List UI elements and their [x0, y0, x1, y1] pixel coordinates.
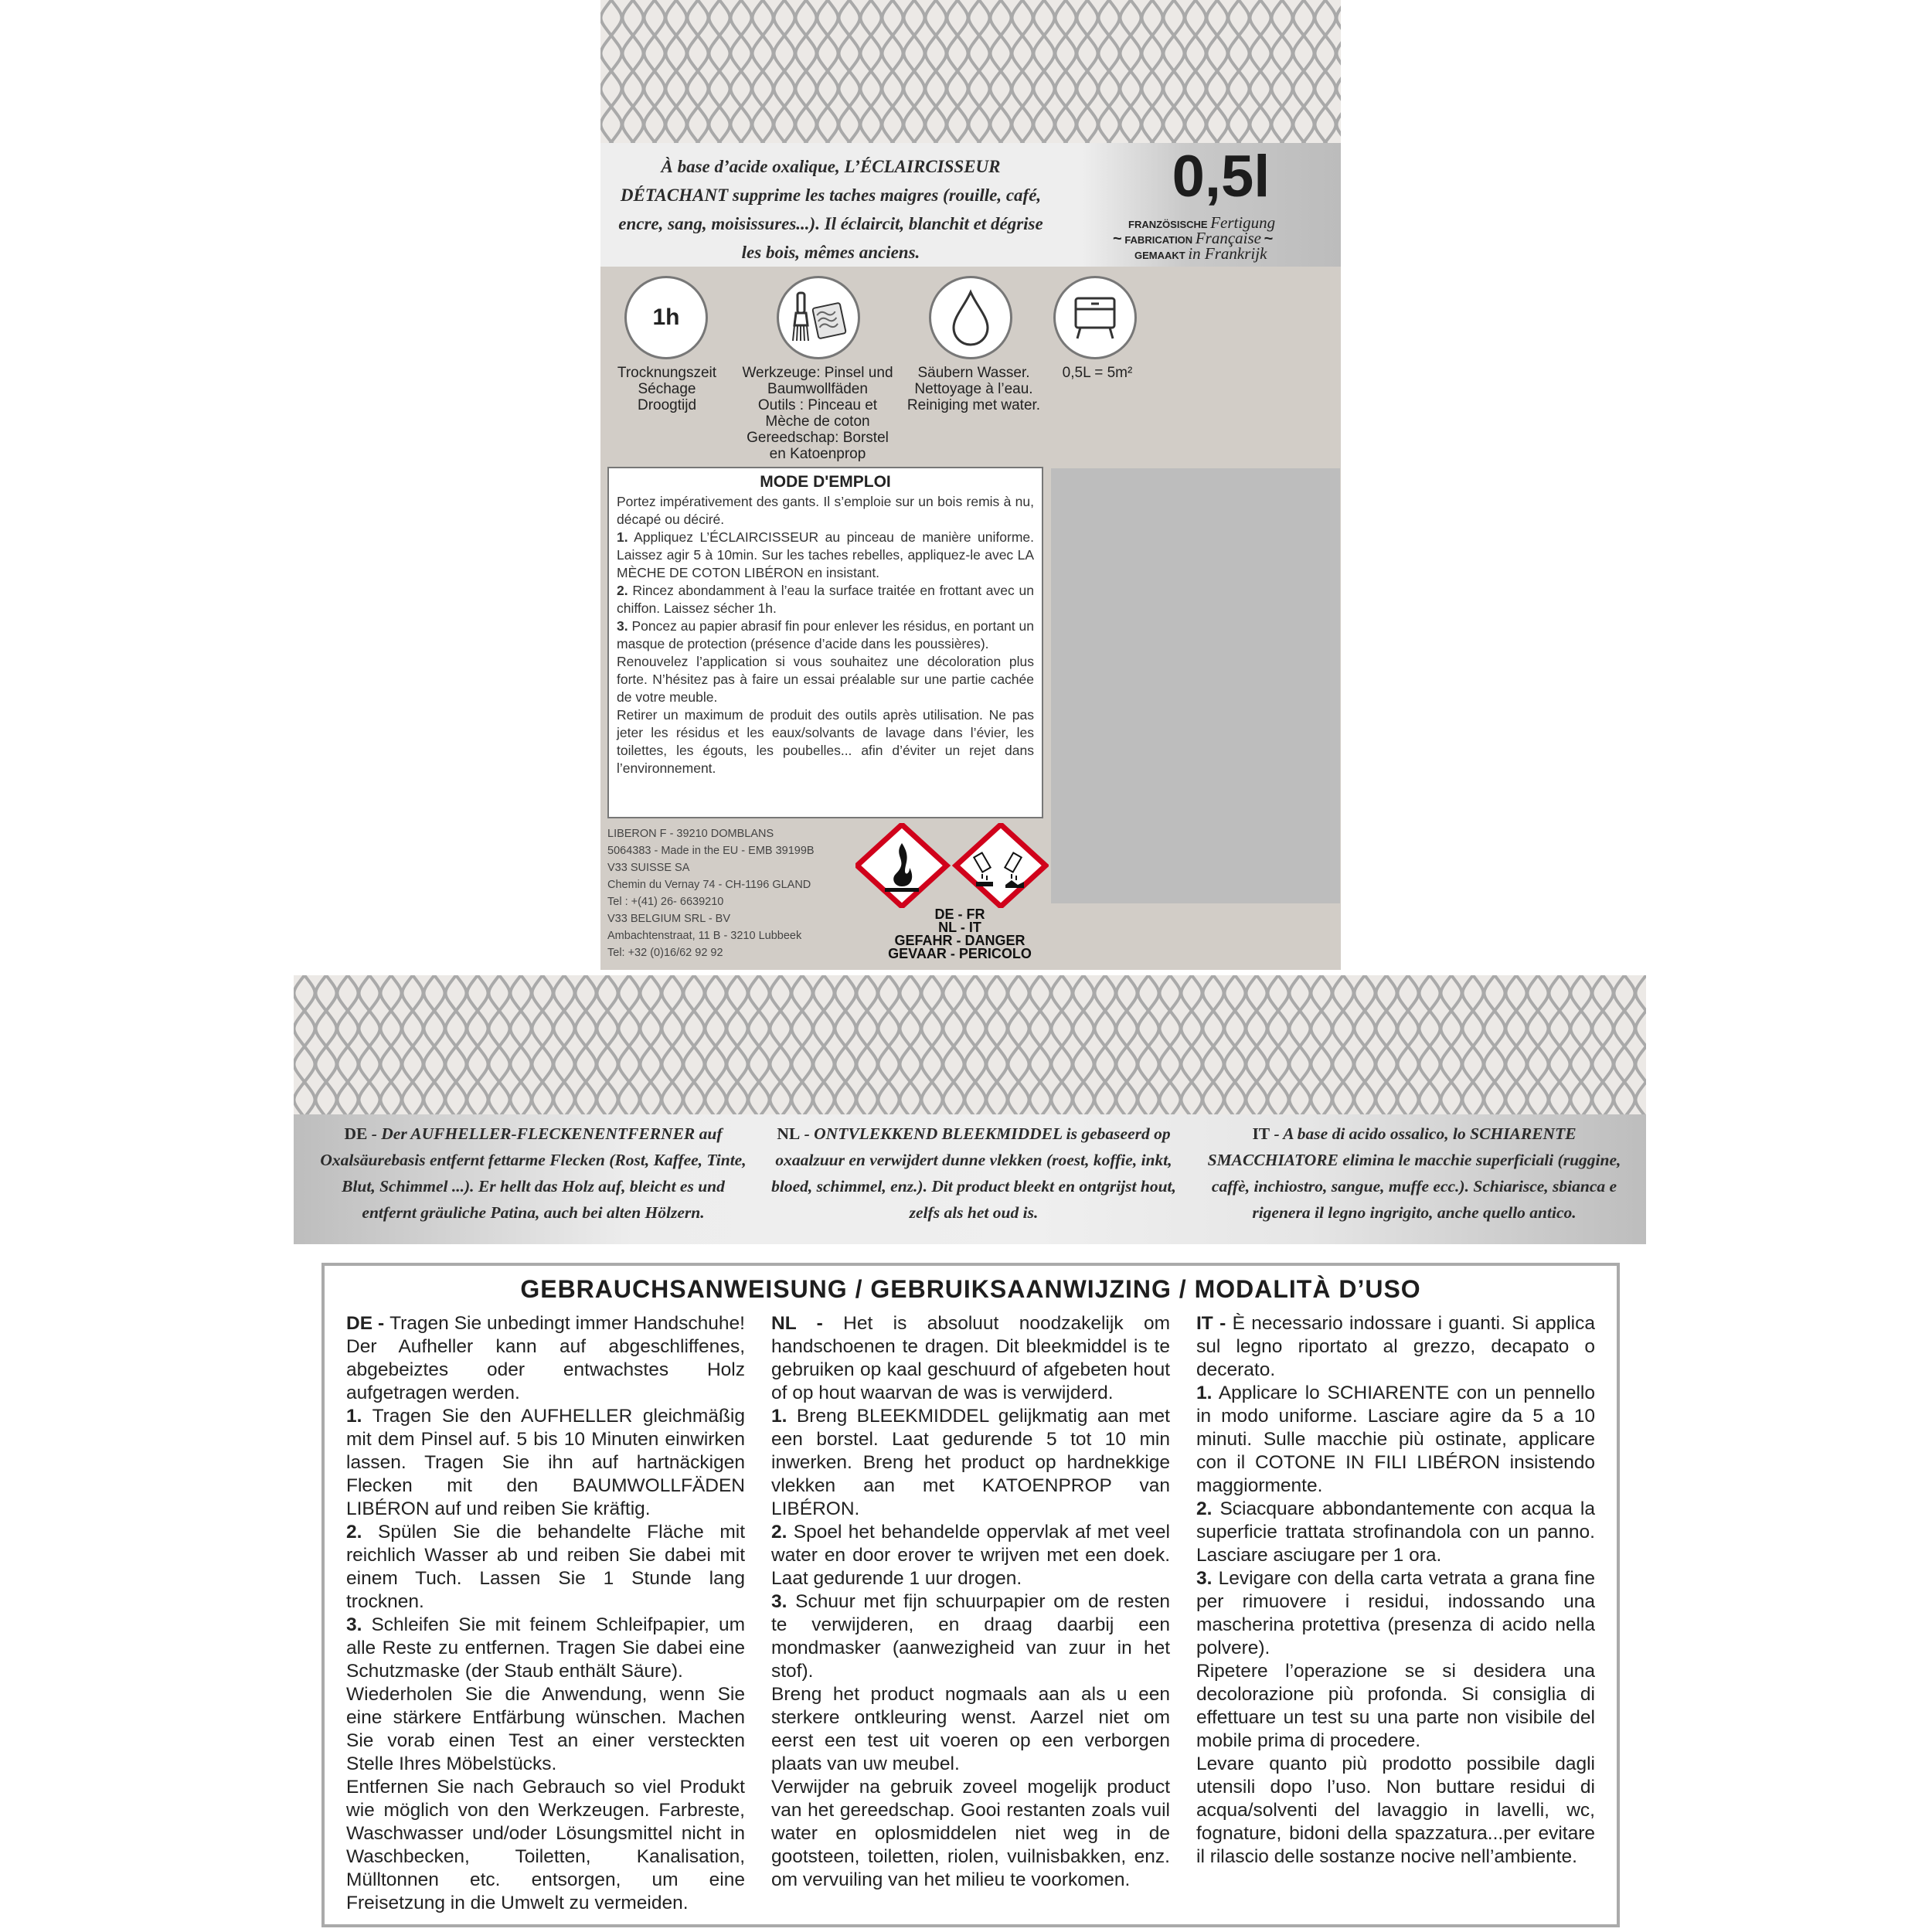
- instruction-step: 3. Levigare con della carta vetrata a grana fine per rimuovere i residui, indossando una mascherina protettiva (presenza di acido nella polvere).: [1196, 1568, 1595, 1658]
- description-it: IT - A base di acido ossalico, lo SCHIARENTE SMACCHIATORE elimina le macchie superficiali (ruggine, caffè, inchiostro, sangue, muffe ecc.). Schiarisce, sbianca e rigenera il legno ingrigito, anche quello antico.: [1207, 1124, 1621, 1222]
- drying-time-icon: 1h: [624, 276, 708, 359]
- instruction-step: 3. Schleifen Sie mit feinem Schleifpapier, um alle Reste zu entfernen. Tragen Sie dabei eine Schutzmaske (der Staub enthält Säure).: [346, 1614, 745, 1682]
- instructions-column-nl: [771, 1312, 1170, 1892]
- instructions-title: GEBRAUCHSANWEISUNG / GEBRUIKSAANWIJZING / MODALITÀ D’USO: [520, 1275, 1421, 1303]
- fr-intro-text: À base d’acide oxalique, L’ÉCLAIRCISSEUR DÉTACHANT supprime les taches maigres (rouille, café, encre, sang, moisissures...). Il éclaircit, blanchit et dégrise les bois, mêmes anciens.: [618, 157, 1043, 262]
- instruction-paragraph: Wiederholen Sie die Anwendung, wenn Sie eine stärkere Entfärbung wünschen. Machen Sie vorab einen Test an einer versteckten Stelle Ihres Möbelstücks.: [346, 1684, 745, 1774]
- instruction-step: 1. Applicare lo SCHIARENTE con un pennello in modo uniforme. Lasciare agire da 5 a 10 minuti. Sulle macchie più ostinate, applicare con il COTONE IN FILI LIBÉRON insistendo maggiormente.: [1196, 1383, 1595, 1496]
- blank-grey-panel: [1051, 468, 1340, 903]
- instruction-paragraph: Levare quanto più prodotto possibile dagli utensili dopo l’uso. Non buttare residui di acqua/solventi del lavaggio in lavelli, wc, fognature, bidoni della spazzatura...per evitare il rilascio delle sostanze nocive nell’ambiente.: [1196, 1753, 1595, 1867]
- mode-emploi-paragraph: Retirer un maximum de produit des outils après utilisation. Ne pas jeter les résidus et les eaux/solvants de lavage dans l’évier, les toilettes, les égouts, les poubelles... afin d’éviter un rejet dans l’environnement.: [617, 707, 1034, 776]
- corrosive-hazard-icon: [956, 825, 1046, 906]
- instruction-step: 3. Schuur met fijn schuurpapier om de resten te verwijderen, en draag daarbij een mondmasker (aanwezigheid van zuur in het stof).: [771, 1591, 1170, 1682]
- mode-emploi-step: 2. Rincez abondamment à l’eau la surface traitée en frottant avec un chiffon. Laissez sécher 1h.: [617, 583, 1034, 616]
- origin-line-de: FRANZÖSISCHE Fertigung: [1128, 213, 1276, 232]
- instruction-paragraph: Verwijder na gebruik zoveel mogelijk product van het gereedschap. Gooi restanten zoals vuil water en oplosmiddelen niet weg in de gootsteen, toiletten, riolen, vuilnisbakken, enz. om vervuiling van het milieu te voorkomen.: [771, 1777, 1170, 1890]
- tools-icon: [777, 276, 860, 359]
- description-de: DE - Der AUFHELLER-FLECKENENTFERNER auf Oxalsäurebasis entfernt fettarme Flecken (Rost, Kaffee, Tinte, Blut, Schimmel ...). Er hellt das Holz auf, bleicht es und entfernt gräuliche Patina, auch bei alten Hölzern.: [320, 1124, 747, 1222]
- instructions-column-it: [1196, 1312, 1595, 1869]
- origin-block: [1113, 213, 1329, 263]
- water-caption: Säubern Wasser. Nettoyage à l’eau. Reiniging met water.: [906, 365, 1041, 413]
- tools-caption: Werkzeuge: Pinsel und Baumwollfäden Outils : Pinceau et Mèche de coton Gereedschap: Borstel en Katoenprop: [742, 365, 893, 462]
- instruction-paragraph: Breng het product nogmaals aan als u een sterkere ontkleuring wenst. Aarzel niet om eerst een test uit voeren op een verborgen plaats van uw meubel.: [771, 1684, 1170, 1774]
- instruction-step: 1. Breng BLEEKMIDDEL gelijkmatig aan met een borstel. Laat gedurende 5 tot 10 min inwerken. Breng het product op hardnekkige vlekken aan met KATOENPROP van LIBÉRON.: [771, 1406, 1170, 1519]
- mode-emploi-paragraph: Renouvelez l’application si vous souhaitez une décoloration plus forte. N’hésitez pas à faire un essai préalable sur une partie cachée de votre meuble.: [617, 654, 1034, 705]
- instruction-paragraph: IT - È necessario indossare i guanti. Si applica sul legno riportato al grezzo, decapato o decerato.: [1196, 1313, 1595, 1380]
- instruction-paragraph: NL - Het is absoluut noodzakelijk om handschoenen te dragen. Dit bleekmiddel is te gebruiken op kaal geschuurd of afgebeten hout of op hout waarvan de was is verwijderd.: [771, 1313, 1170, 1403]
- wave-pattern-middle: [294, 975, 1646, 1114]
- instruction-step: 2. Spoel het behandelde oppervlak af met veel water en door erover te wrijven met een doek. Laat gedurende 1 uur drogen.: [771, 1522, 1170, 1589]
- mode-emploi-step: 3. Poncez au papier abrasif fin pour enlever les résidus, en portant un masque de protection (présence d’acide dans les poussières).: [617, 618, 1034, 651]
- instructions-column-de: [346, 1312, 745, 1915]
- hazard-signal-words: DE - FR NL - IT GEFAHR - DANGER GEVAAR - PERICOLO: [888, 906, 1032, 961]
- instruction-paragraph: DE - Tragen Sie unbedingt immer Handschuhe! Der Aufheller kann auf abgeschliffenes, abgebeiztes oder entwachstes Holz aufgetragen werden.: [346, 1313, 745, 1403]
- mode-emploi-title: MODE D'EMPLOI: [760, 473, 891, 491]
- instruction-step: 2. Sciacquare abbondantemente con acqua la superficie trattata strofinandola con un panno. Lasciare asciugare per 1 ora.: [1196, 1498, 1595, 1566]
- instruction-step: 2. Spülen Sie die behandelte Fläche mit reichlich Wasser ab und reiben Sie dabei mit einem Tuch. Lassen Sie 1 Stunde lang trocknen.: [346, 1522, 745, 1612]
- wave-pattern-top: [600, 0, 1341, 143]
- drying-time-caption: Trocknungszeit Séchage Droogtijd: [617, 365, 717, 413]
- coverage-caption: 0,5L = 5m²: [1062, 365, 1133, 381]
- manufacturer-address: LIBERON F - 39210 DOMBLANS 5064383 - Made in the EU - EMB 39199B V33 SUISSE SA Chemin du Vernay 74 - CH-1196 GLAND Tel : +(41) 26- 6639210 V33 BELGIUM SRL - BV Ambachtenstraat, 11 B - 3210 Lubbeek Tel: +32 (0)16/62 92 92: [607, 828, 815, 959]
- mode-emploi-box: [607, 467, 1043, 818]
- instruction-step: 1. Tragen Sie den AUFHELLER gleichmäßig mit dem Pinsel auf. 5 bis 10 Minuten einwirken lassen. Tragen Sie ihn auf hartnäckigen Flecken mit den BAUMWOLLFÄDEN LIBÉRON auf und reiben Sie kräftig.: [346, 1406, 745, 1519]
- description-nl: NL - ONTVLEKKEND BLEEKMIDDEL is gebaseerd op oxaalzuur en verwijdert dunne vlekken (roest, koffie, inkt, bloed, schimmel, enz.). Dit product bleekt en ontgrijst hout, zelfs als het oud is.: [771, 1124, 1176, 1222]
- instruction-paragraph: Entfernen Sie nach Gebrauch so viel Produkt wie möglich von den Werkzeugen. Farbreste, Waschwasser und/oder Lösungsmittel nicht in Waschbecken, Toiletten, Kanalisation, Mülltonnen etc. entsorgen, um eine Freisetzung in die Umwelt zu vermeiden.: [346, 1777, 745, 1913]
- origin-line-nl: GEMAAKT in Frankrijk: [1134, 244, 1267, 263]
- hazard-pictograms: [855, 823, 1049, 912]
- furniture-icon: [1053, 276, 1137, 359]
- mode-emploi-step: 1. Appliquez L’ÉCLAIRCISSEUR au pinceau de manière uniforme. Laissez agir 5 à 10min. Sur les taches rebelles, appliquez-le avec LA MÈCHE DE COTON LIBÉRON en insistant.: [617, 529, 1034, 580]
- origin-line-fr: ~ FABRICATION Française ~: [1113, 229, 1274, 247]
- instruction-paragraph: Ripetere l’operazione se si desidera una decolorazione più profonda. Si consiglia di effettuare un test su una parte non visibile del mobile prima di procedere.: [1196, 1661, 1595, 1751]
- flame-hazard-icon: [857, 825, 947, 906]
- mode-emploi-paragraph: Portez impérativement des gants. Il s’emploie sur un bois remis à nu, décapé ou déciré.: [617, 494, 1034, 527]
- water-drop-icon: [929, 276, 1012, 359]
- volume-label: 0,5l: [1172, 144, 1270, 209]
